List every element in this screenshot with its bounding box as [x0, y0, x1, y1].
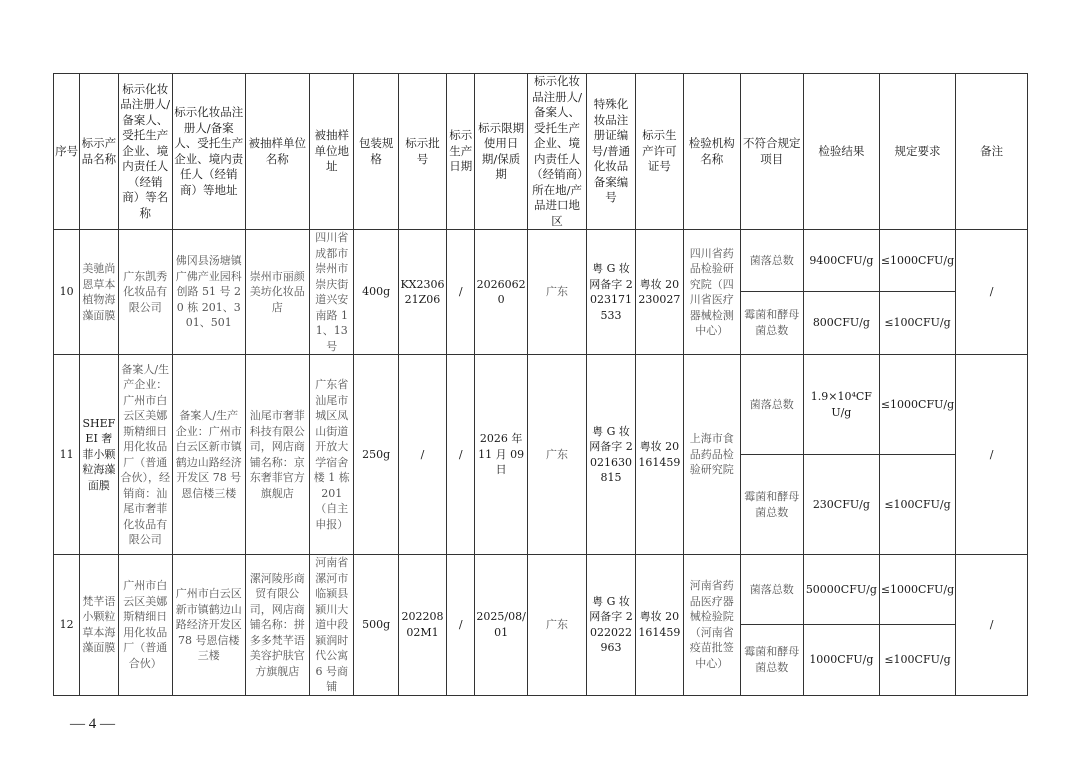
header-batch: 标示批号: [398, 74, 446, 230]
cell-package: 250g: [354, 355, 398, 555]
header-license-no: 标示生产许可证号: [635, 74, 683, 230]
cell-prod-date: /: [447, 555, 475, 696]
cell-location: 广东: [527, 355, 586, 555]
cell-expiry: 2025/08/01: [475, 555, 527, 696]
cell-remark: /: [956, 230, 1028, 355]
cell-location: 广东: [527, 555, 586, 696]
cell-result: 800CFU/g: [804, 291, 880, 354]
cell-product-name: 美驰尚恩草本植物海藻面膜: [80, 230, 118, 355]
cell-prod-date: /: [447, 355, 475, 555]
table-header-row: [54, 74, 1028, 230]
cell-requirement: ≤100CFU/g: [879, 291, 956, 354]
cell-item: 菌落总数: [740, 355, 804, 455]
cell-result: 9400CFU/g: [804, 230, 880, 292]
cell-batch: /: [398, 355, 446, 555]
cell-requirement: ≤1000CFU/g: [879, 230, 956, 292]
cell-license-no: 粤妆 20230027: [635, 230, 683, 355]
cell-item: 霉菌和酵母菌总数: [740, 624, 804, 695]
header-product-name: 标示产品名称: [80, 74, 118, 230]
cell-seq: 12: [54, 555, 80, 696]
cell-lab: 上海市食品药品检验研究院: [684, 355, 740, 555]
table-row: [54, 355, 1028, 455]
header-sampled-address: 被抽样单位地址: [310, 74, 354, 230]
cell-prod-date: /: [447, 230, 475, 355]
cell-requirement: ≤1000CFU/g: [879, 355, 956, 455]
cell-package: 500g: [354, 555, 398, 696]
table-row: [54, 230, 1028, 292]
cell-registrant: 广东凯秀化妆品有限公司: [118, 230, 172, 355]
cell-filing-no: 粤 G 妆网备字 2023171533: [587, 230, 635, 355]
cell-batch: 20220802M1: [398, 555, 446, 696]
header-lab: 检验机构名称: [684, 74, 740, 230]
table-row: [54, 555, 1028, 625]
header-location: 标示化妆品注册人/备案人、受托生产企业、境内责任人（经销商）所在地/产品进口地区: [527, 74, 586, 230]
header-registrant-address: 标示化妆品注册人/备案人、受托生产企业、境内责任人（经销商）等地址: [172, 74, 245, 230]
cell-sampled-address: 广东省汕尾市城区凤山街道开放大学宿舍楼 1 栋 201（自主申报）: [310, 355, 354, 555]
header-requirement: 规定要求: [879, 74, 956, 230]
cell-item: 霉菌和酵母菌总数: [740, 455, 804, 555]
cell-result: 50000CFU/g: [804, 555, 880, 625]
header-filing-no: 特殊化妆品注册证编号/普通化妆品备案编号: [587, 74, 635, 230]
cell-requirement: ≤100CFU/g: [879, 624, 956, 695]
cell-result: 1.9×10⁴CFU/g: [804, 355, 880, 455]
cell-remark: /: [956, 555, 1028, 696]
cell-license-no: 粤妆 20161459: [635, 555, 683, 696]
cell-license-no: 粤妆 20161459: [635, 355, 683, 555]
cell-registrant: 广州市白云区美娜斯精细日用化妆品厂（普通合伙）: [118, 555, 172, 696]
header-seq: 序号: [54, 74, 80, 230]
header-sampled-unit: 被抽样单位名称: [245, 74, 310, 230]
cell-requirement: ≤1000CFU/g: [879, 555, 956, 625]
cell-filing-no: 粤 G 妆网备字 2022022963: [587, 555, 635, 696]
cell-item: 霉菌和酵母菌总数: [740, 291, 804, 354]
cell-seq: 11: [54, 355, 80, 555]
inspection-results-table: [53, 73, 1028, 696]
cell-requirement: ≤100CFU/g: [879, 455, 956, 555]
cell-sampled-unit: 漯河陵彤商贸有限公司，网店商铺名称：拼多多梵芊语美容护肤官方旗舰店: [245, 555, 310, 696]
cell-filing-no: 粤 G 妆网备字 2021630815: [587, 355, 635, 555]
cell-result: 1000CFU/g: [804, 624, 880, 695]
cell-remark: /: [956, 355, 1028, 555]
cell-batch: KX230621Z06: [398, 230, 446, 355]
header-remark: 备注: [956, 74, 1028, 230]
cell-registrant-address: 佛冈县汤塘镇广佛产业园科创路 51 号 20 栋 201、301、501: [172, 230, 245, 355]
cell-sampled-unit: 崇州市丽颜美坊化妆品店: [245, 230, 310, 355]
cell-location: 广东: [527, 230, 586, 355]
cell-expiry: 20260620: [475, 230, 527, 355]
cell-lab: 河南省药品医疗器械检验院（河南省疫苗批签中心）: [684, 555, 740, 696]
header-registrant: 标示化妆品注册人/备案人、受托生产企业、境内责任人（经销商）等名称: [118, 74, 172, 230]
cell-item: 菌落总数: [740, 555, 804, 625]
cell-product-name: 梵芊语小颗粒草本海藻面膜: [80, 555, 118, 696]
header-item: 不符合规定项目: [740, 74, 804, 230]
cell-registrant-address: 广州市白云区新市镇鹤边山路经济开发区 78 号恩信楼三楼: [172, 555, 245, 696]
cell-lab: 四川省药品检验研究院（四川省医疗器械检测中心）: [684, 230, 740, 355]
cell-result: 230CFU/g: [804, 455, 880, 555]
header-expiry: 标示限期使用日期/保质期: [475, 74, 527, 230]
cell-expiry: 2026 年 11 月 09 日: [475, 355, 527, 555]
header-package: 包装规格: [354, 74, 398, 230]
page-number: — 4 —: [70, 716, 115, 732]
header-prod-date: 标示生产日期: [447, 74, 475, 230]
cell-item: 菌落总数: [740, 230, 804, 292]
cell-sampled-address: 河南省漯河市临颍县颍川大道中段颍润时代公寓 6 号商铺: [310, 555, 354, 696]
cell-registrant-address: 备案人/生产企业：广州市白云区新市镇鹤边山路经济开发区 78 号恩信楼三楼: [172, 355, 245, 555]
cell-package: 400g: [354, 230, 398, 355]
cell-sampled-address: 四川省成都市崇州市崇庆街道兴安南路 11、13 号: [310, 230, 354, 355]
header-result: 检验结果: [804, 74, 880, 230]
cell-product-name: SHEFEI 奢菲小颗粒海藻面膜: [80, 355, 118, 555]
cell-sampled-unit: 汕尾市奢菲科技有限公司，网店商铺名称：京东奢菲官方旗舰店: [245, 355, 310, 555]
cell-seq: 10: [54, 230, 80, 355]
cell-registrant: 备案人/生产企业：广州市白云区美娜斯精细日用化妆品厂（普通合伙），经销商：汕尾市奢菲化妆品有限公司: [118, 355, 172, 555]
